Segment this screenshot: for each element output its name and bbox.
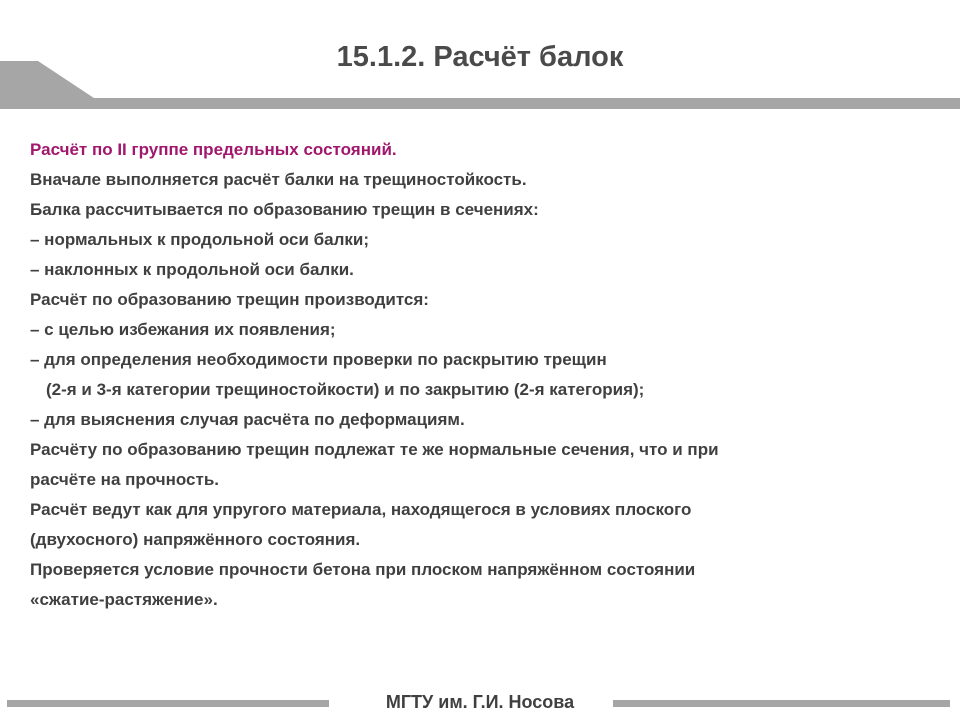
list-item: – нормальных к продольной оси балки; (30, 230, 370, 249)
header-bar (0, 98, 960, 109)
slide-title: 15.1.2. Расчёт балок (336, 41, 624, 73)
footer-institution: МГТУ им. Г.И. Носова (385, 692, 575, 712)
body-line: Расчёт по образованию трещин производится: (30, 290, 429, 309)
slide-body (30, 135, 930, 615)
body-line: (двухосного) напряжённого состояния. (30, 530, 361, 549)
body-line: Расчёт ведут как для упругого материала, находящегося в условиях плоского (30, 500, 692, 519)
body-line: «сжатие-растяжение». (30, 590, 218, 609)
body-line: Вначале выполняется расчёт балки на трещиностойкость. (30, 170, 527, 189)
list-item: – с целью избежания их появления; (30, 320, 336, 339)
list-item: – для определения необходимости проверки по раскрытию трещин (30, 350, 607, 369)
list-item: – для выяснения случая расчёта по деформациям. (30, 410, 465, 429)
section-heading: Расчёт по II группе предельных состояний. (30, 140, 397, 159)
body-line: Балка рассчитывается по образованию трещин в сечениях: (30, 200, 539, 219)
body-line: расчёте на прочность. (30, 470, 219, 489)
list-item-continuation: (2-я и 3-я категории трещиностойкости) и по закрытию (2-я категория); (46, 380, 645, 399)
list-item: – наклонных к продольной оси балки. (30, 260, 354, 279)
body-line: Проверяется условие прочности бетона при плоском напряжённом состоянии (30, 560, 696, 579)
body-line: Расчёту по образованию трещин подлежат те же нормальные сечения, что и при (30, 440, 719, 459)
